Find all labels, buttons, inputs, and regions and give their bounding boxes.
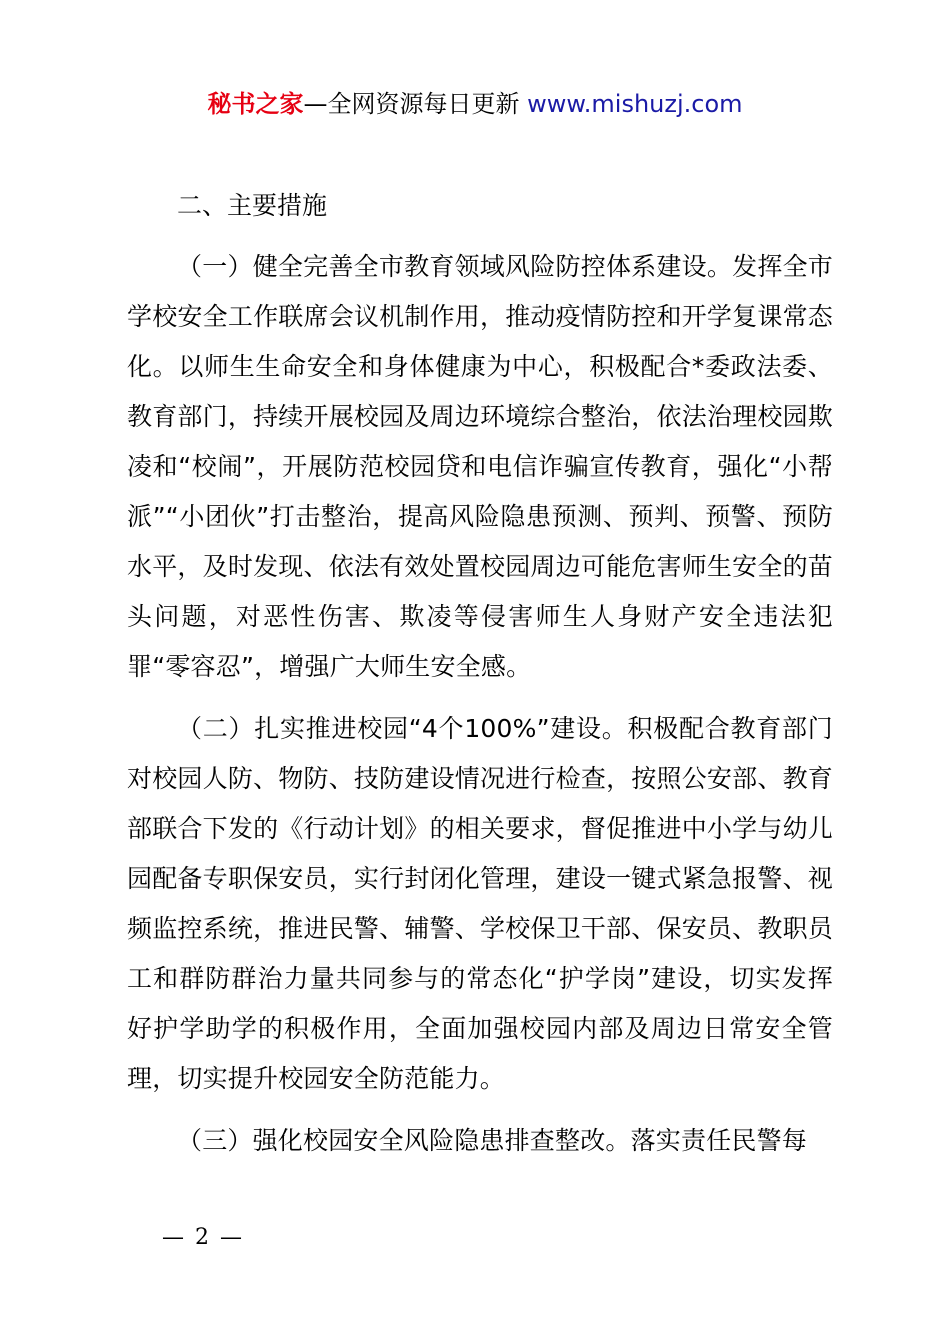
section-heading: 二、主要措施: [177, 191, 328, 220]
paragraph-2: （二）扎实推进校园“4个100%”建设。积极配合教育部门对校园人防、物防、技防建设情况进行检查，按照公安部、教育部联合下发的《行动计划》的相关要求，督促推进中小学与幼儿园配备专职保安员，实行封闭化管理，建设一键式紧急报警、视频监控系统，推进民警、辅警、学校保卫干部、保安员、教职员工和群防群治力量共同参与的常态化“护学岗”建设，切实发挥好护学助学的积极作用，全面加强校园内部及周边日常安全管理，切实提升校园安全防范能力。: [127, 714, 833, 1093]
document-body: [127, 182, 833, 1178]
paragraph-3: （三）强化校园安全风险隐患排查整改。落实责任民警每: [177, 1126, 808, 1155]
brand-name: 秘书之家: [207, 90, 304, 118]
page-header: [0, 86, 950, 122]
page-number: — 2 —: [162, 1225, 244, 1250]
header-tagline: —全网资源每日更新: [303, 90, 528, 118]
site-url[interactable]: www.mishuzj.com: [527, 90, 743, 118]
paragraph-1: （一）健全完善全市教育领域风险防控体系建设。发挥全市学校安全工作联席会议机制作用，推动疫情防控和开学复课常态化。以师生生命安全和身体健康为中心，积极配合*委政法委、教育部门，持续开展校园及周边环境综合整治，依法治理校园欺凌和“校闹”，开展防范校园贷和电信诈骗宣传教育，强化“小帮派”“小团伙”打击整治，提高风险隐患预测、预判、预警、预防水平，及时发现、依法有效处置校园周边可能危害师生安全的苗头问题，对恶性伤害、欺凌等侵害师生人身财产安全违法犯罪“零容忍”，增强广大师生安全感。: [127, 252, 833, 681]
